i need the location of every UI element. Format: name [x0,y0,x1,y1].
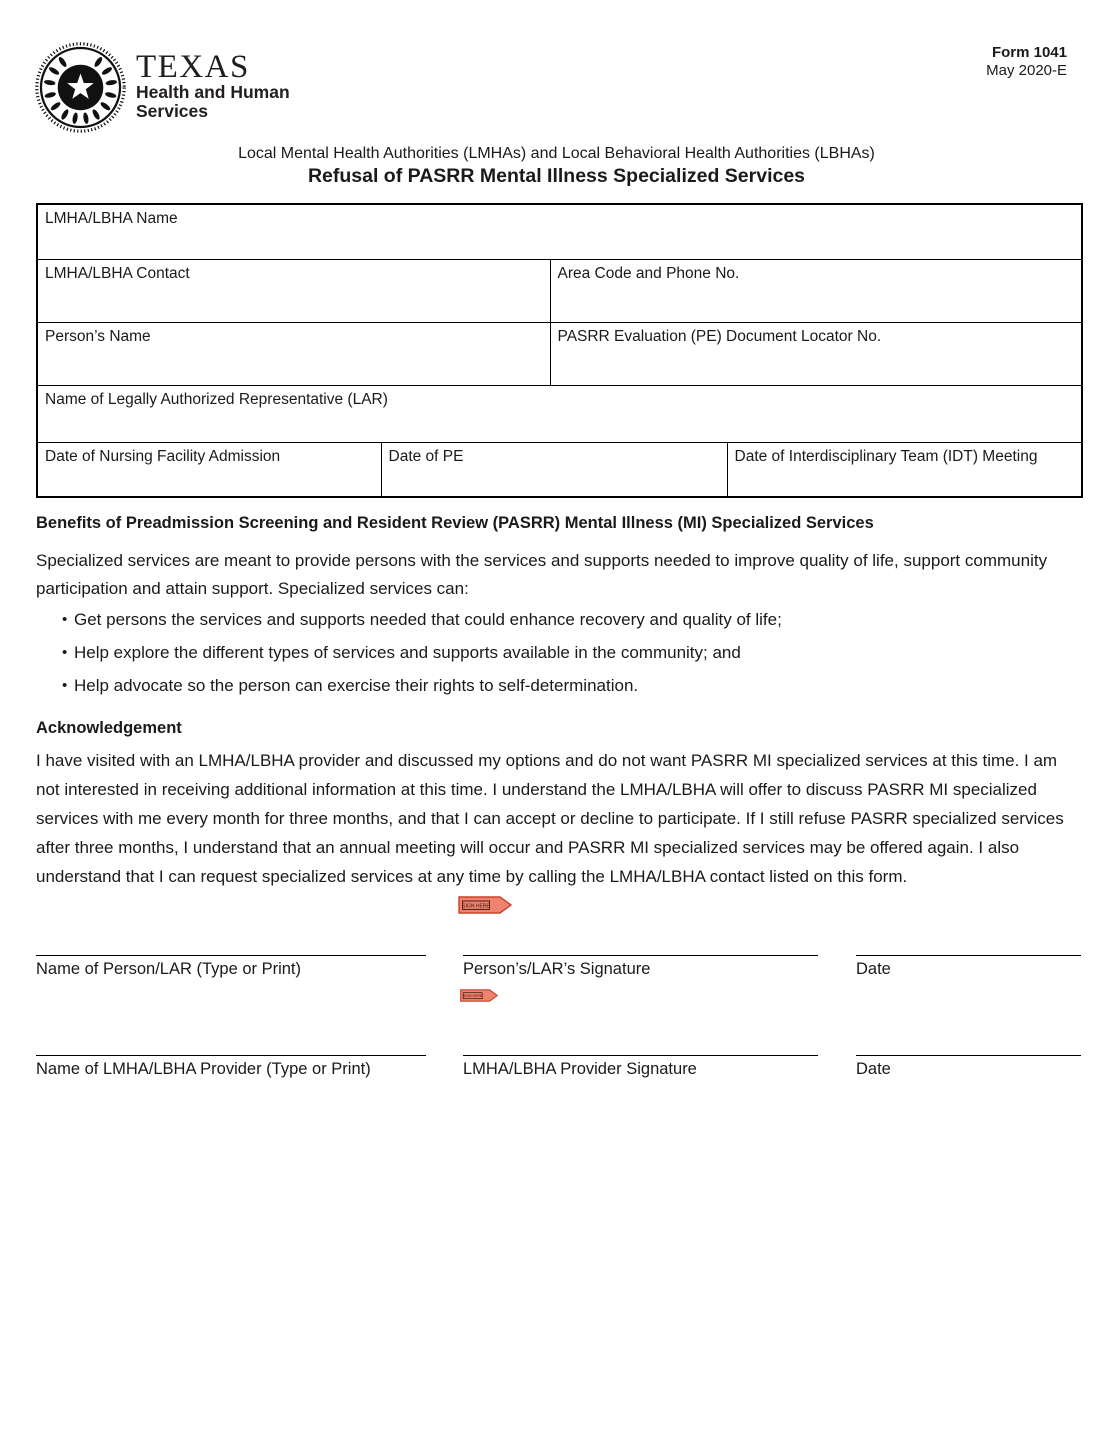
field-phone-label: Area Code and Phone No. [557,264,740,282]
benefits-list [36,609,1081,708]
sign-here-flag-label: SIGN HERE [463,994,483,999]
field-idt-date-label: Date of Interdisciplinary Team (IDT) Meeting [734,447,1038,465]
sign-here-flag[interactable] [458,896,512,914]
person-signature-field-label: Person’s/LAR’s Signature [463,960,651,978]
info-table [36,203,1083,498]
acknowledgement-body: I have visited with an LMHA/LBHA provider and discussed my options and do not want PASRR MI specialized services at this time. I am not interested in receiving additional information at this time. I understand the LMHA/LBHA will offer to discuss PASRR MI specialized services with me every month for three months, and that I can accept or decline to participate. If I still refuse PASRR specialized services after three months, I understand that an annual meeting will occur and PASRR MI specialized services may be offered again. I also understand that I can request specialized services at any time by calling the LMHA/LBHA contact listed on this form. [36,751,1064,886]
logo-brand: TEXAS [136,49,250,85]
provider-signature-field[interactable] [463,1055,818,1080]
provider-name-field[interactable] [36,1055,426,1080]
field-pe-date-label: Date of PE [388,447,464,465]
field-idt-date[interactable] [727,442,1082,497]
form-title: Refusal of PASRR Mental Illness Specialized Services [307,165,806,187]
benefit-item: • Get persons the services and supports needed that could enhance recovery and quality of life; [36,609,1081,631]
title-block [0,143,1113,188]
hhs-logo [34,41,290,134]
sign-here-flag-label: SIGN HERE [462,903,490,910]
field-lmha-name-label: LMHA/LBHA Name [45,210,178,227]
field-lar-name[interactable] [37,385,1082,442]
sign-here-flag[interactable] [460,988,498,1003]
acknowledgement-heading: Acknowledgement [36,719,182,737]
form-meta [986,44,1067,80]
benefit-item: • Help explore the different types of services and supports available in the community; and [36,642,1081,664]
person-name-field[interactable] [36,955,426,980]
logo-dept-line1: Health and Human [136,82,290,102]
benefit-item: • Help advocate so the person can exercise their rights to self-determination. [36,675,1081,697]
logo-dept-line2: Services [136,101,209,121]
field-lmha-contact-label: LMHA/LBHA Contact [45,264,190,282]
form-subtitle: Local Mental Health Authorities (LMHAs) and Local Behavioral Health Authorities (LBHAs) [238,145,875,162]
field-nf-admission-date-label: Date of Nursing Facility Admission [45,447,281,465]
provider-date-field[interactable] [856,1055,1081,1080]
person-name-field-label: Name of Person/LAR (Type or Print) [36,960,302,978]
person-date-field[interactable] [856,955,1081,980]
field-pe-date[interactable] [381,442,727,497]
provider-name-field-label: Name of LMHA/LBHA Provider (Type or Print) [36,1060,371,1078]
person-signature-row [36,955,1081,980]
field-lar-name-label: Name of Legally Authorized Representative (LAR) [45,390,388,408]
field-person-name-label: Person’s Name [45,327,151,345]
field-nf-admission-date[interactable] [37,442,381,497]
field-pe-locator[interactable] [550,322,1082,385]
provider-signature-field-label: LMHA/LBHA Provider Signature [463,1060,697,1078]
logo-text [136,41,290,121]
field-phone[interactable] [550,259,1082,322]
field-lmha-name[interactable] [37,204,1082,259]
texas-hhs-seal-icon [34,41,127,134]
form-revision: May 2020-E [986,62,1067,79]
provider-date-field-label: Date [856,1060,891,1078]
provider-signature-row [36,1055,1081,1080]
field-person-name[interactable] [37,322,550,385]
benefits-intro: Specialized services are meant to provide persons with the services and supports needed to improve quality of life, support community participation and attain support. Specialized services can: [36,551,1048,598]
person-signature-field[interactable] [463,955,818,980]
benefits-heading: Benefits of Preadmission Screening and Resident Review (PASRR) Mental Illness (MI) Specialized Services [36,514,874,532]
form-number: Form 1041 [991,44,1067,61]
field-lmha-contact[interactable] [37,259,550,322]
field-pe-locator-label: PASRR Evaluation (PE) Document Locator No. [557,327,882,345]
person-date-field-label: Date [856,960,891,978]
